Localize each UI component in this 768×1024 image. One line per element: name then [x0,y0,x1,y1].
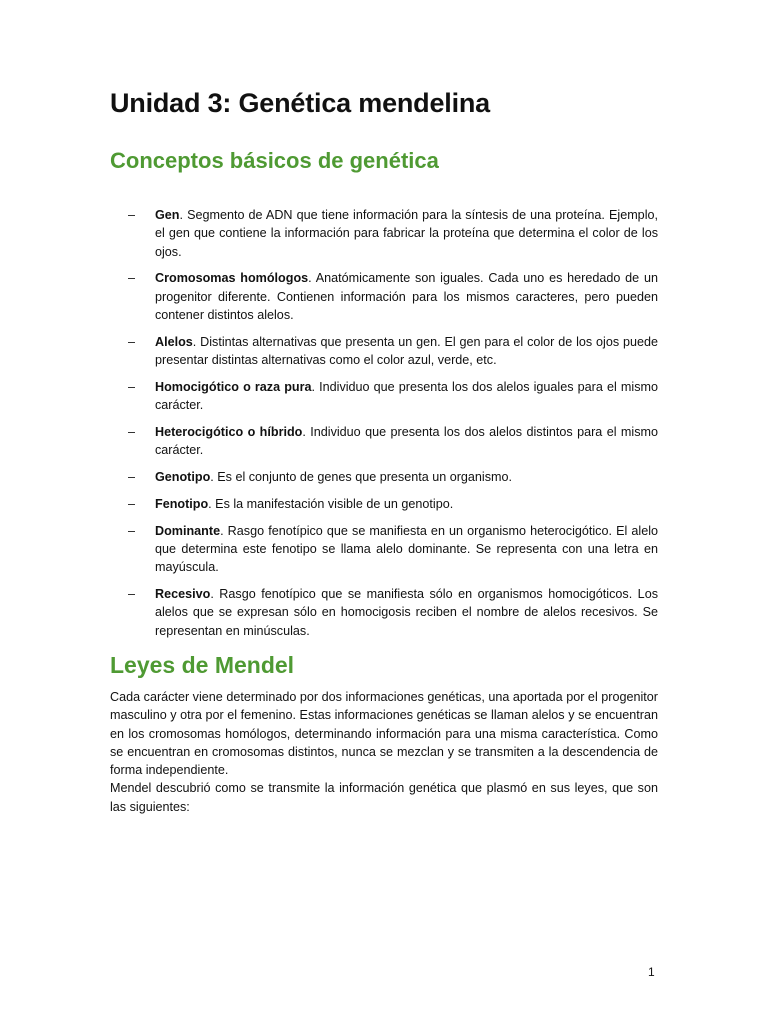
body-text [110,688,658,816]
bullet-dash: – [128,587,136,602]
definition-term: Heterocigótico o híbrido [155,424,303,439]
list-item [110,378,658,415]
list-item [110,522,658,577]
definition-term: Alelos [155,334,193,349]
definition-term: Gen [155,208,180,222]
definition-text: . Rasgo fenotípico que se manifiesta en un organismo heterocigótico. El alelo que determina este fenotipo se llama alelo dominante. Se representa con una letra en mayúscula. [155,523,658,575]
list-item [110,585,658,640]
bullet-dash: – [128,470,136,485]
bullet-dash: – [128,334,136,349]
definition-term: Homocigótico o raza pura [155,379,312,394]
definition-term: Genotipo [155,470,211,485]
paragraph: Cada carácter viene determinado por dos informaciones genéticas, una aportada por el progenitor masculino y otra por el femenino. Estas informaciones genéticas se llaman alelos y se encuentran en los cromosomas homólogos, determinando información para una misma característica. Como se encuentran en cromosomas distintos, nunca se mezclan y se transmiten a la descendencia de forma independiente. [110,690,658,778]
definition-text: . Es el conjunto de genes que presenta un organismo. [210,470,513,485]
definition-text: . Distintas alternativas que presenta un gen. El gen para el color de los ojos puede presentar distintas alternativas como el color azul, verde, etc. [155,334,658,368]
bullet-dash: – [128,208,136,222]
definition-term: Dominante [155,523,221,538]
section-heading-concepts: Conceptos básicos de genética [110,148,439,173]
definition-text: . Segmento de ADN que tiene información para la síntesis de una proteína. Ejemplo, el gen que contiene la información para fabricar la proteína que determina el color de los ojos. [155,208,658,259]
paragraph: Mendel descubrió como se transmite la información genética que plasmó en sus leyes, que son las siguientes: [110,781,658,814]
list-item [110,495,658,513]
section-heading-leyes: Leyes de Mendel [110,652,295,678]
bullet-dash: – [128,523,136,538]
definition-text: . Anatómicamente son iguales. Cada uno es heredado de un progenitor diferente. Contienen información para los mismos caracteres, pero pueden contener distintos alelos. [155,271,658,322]
bullet-dash: – [128,271,136,286]
definition-term: Cromosomas homólogos [155,271,309,286]
list-item [110,423,658,460]
bullet-dash: – [128,424,136,439]
page-title: Unidad 3: Genética mendelina [110,88,490,118]
list-item [110,269,658,324]
list-item [110,206,658,261]
definition-text: . Es la manifestación visible de un genotipo. [208,496,454,511]
definition-text: . Individuo que presenta los dos alelos iguales para el mismo carácter. [155,379,658,413]
definition-term: Recesivo [155,587,211,602]
definition-term: Fenotipo [155,496,209,511]
definitions-list [110,206,658,648]
bullet-dash: – [128,379,136,394]
definition-text: . Individuo que presenta los dos alelos distintos para el mismo carácter. [155,424,658,458]
page-number: 1 [648,965,655,979]
bullet-dash: – [128,496,136,511]
definition-text: . Rasgo fenotípico que se manifiesta sólo en organismos homocigóticos. Los alelos que se expresan sólo en homocigosis reciben el nombre de alelos recesivos. Se representan en minúsculas. [155,587,658,638]
list-item [110,468,658,486]
list-item [110,333,658,370]
